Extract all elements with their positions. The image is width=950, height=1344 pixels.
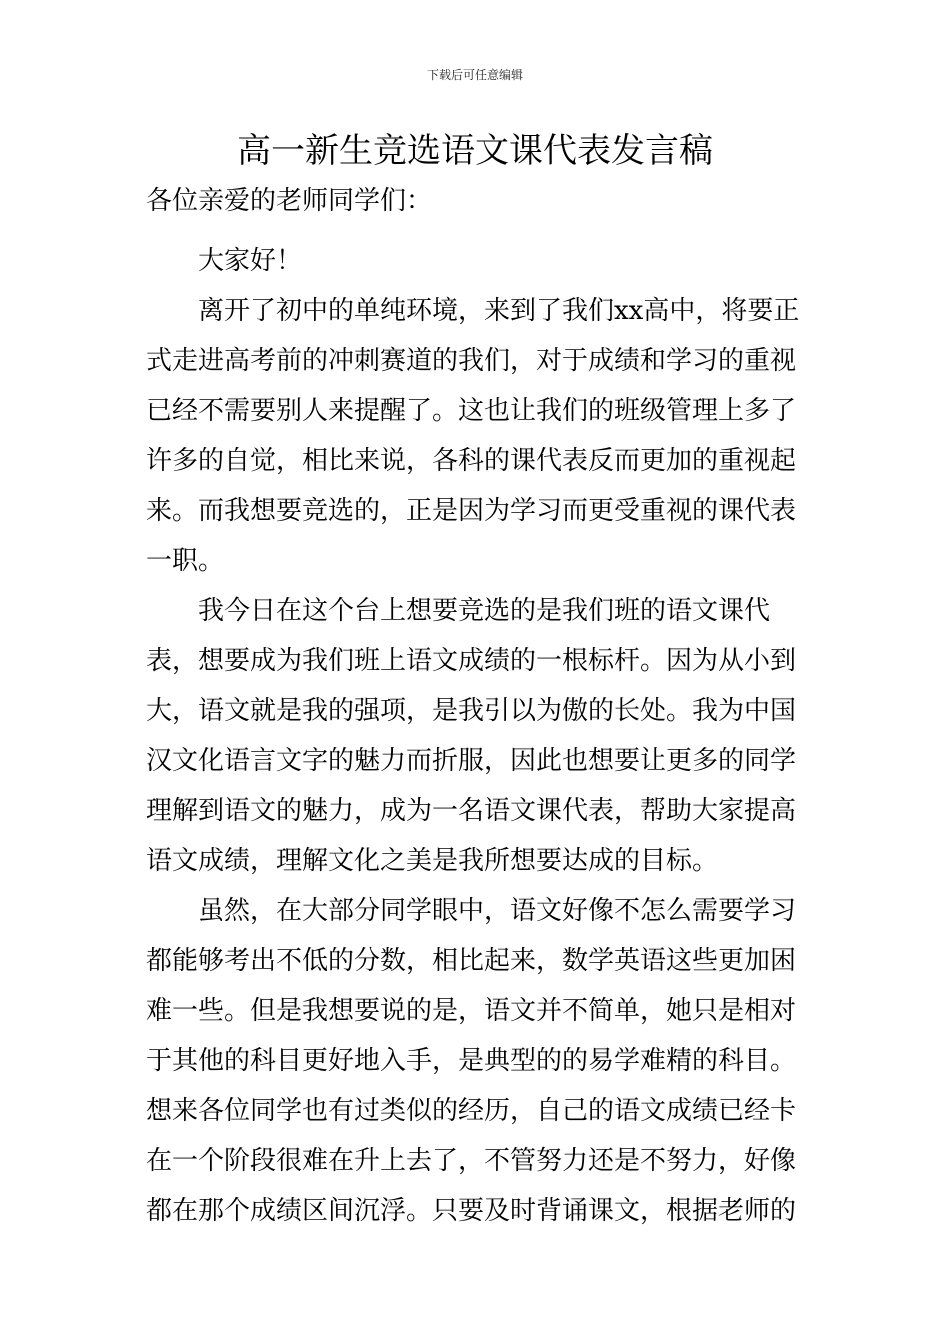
hello-line: 大家好！ — [198, 246, 303, 276]
paragraph-3: 虽然，在大部分同学眼中，语文好像不怎么需要学习都能够考出不低的分数，相比起来，数学英语这些更加困难一些。但是我想要说的是，语文并不简单，她只是相对于其他的科目更好地入手，是典型的的易学难精的科目。想来各位同学也有过类似的经历，自己的语文成绩已经卡在一个阶段很难在升上去了，不管努力还是不努力，好像都在那个成绩区间沉浮。只要及时背诵课文，根据老师的 — [146, 896, 797, 1226]
greeting-line: 各位亲爱的老师同学们： — [146, 186, 433, 216]
paragraph-2: 我今日在这个台上想要竞选的是我们班的语文课代表，想要成为我们班上语文成绩的一根标杆。因为从小到大，语文就是我的强项，是我引以为傲的长处。我为中国汉文化语言文字的魅力而折服，因此也想要让更多的同学理解到语文的魅力，成为一名语文课代表，帮助大家提高语文成绩，理解文化之美是我所想要达成的目标。 — [146, 596, 797, 876]
paragraph-1: 离开了初中的单纯环境，来到了我们xx高中，将要正式走进高考前的冲刺赛道的我们，对于成绩和学习的重视已经不需要别人来提醒了。这也让我们的班级管理上多了许多的自觉，相比来说，各科的课代表反而更加的重视起来。而我想要竞选的，正是因为学习而更受重视的课代表一职。 — [146, 296, 800, 576]
header-note: 下载后可任意编辑 — [426, 68, 523, 82]
document-body — [146, 176, 818, 1236]
document-title: 高一新生竞选语文课代表发言稿 — [237, 131, 713, 171]
